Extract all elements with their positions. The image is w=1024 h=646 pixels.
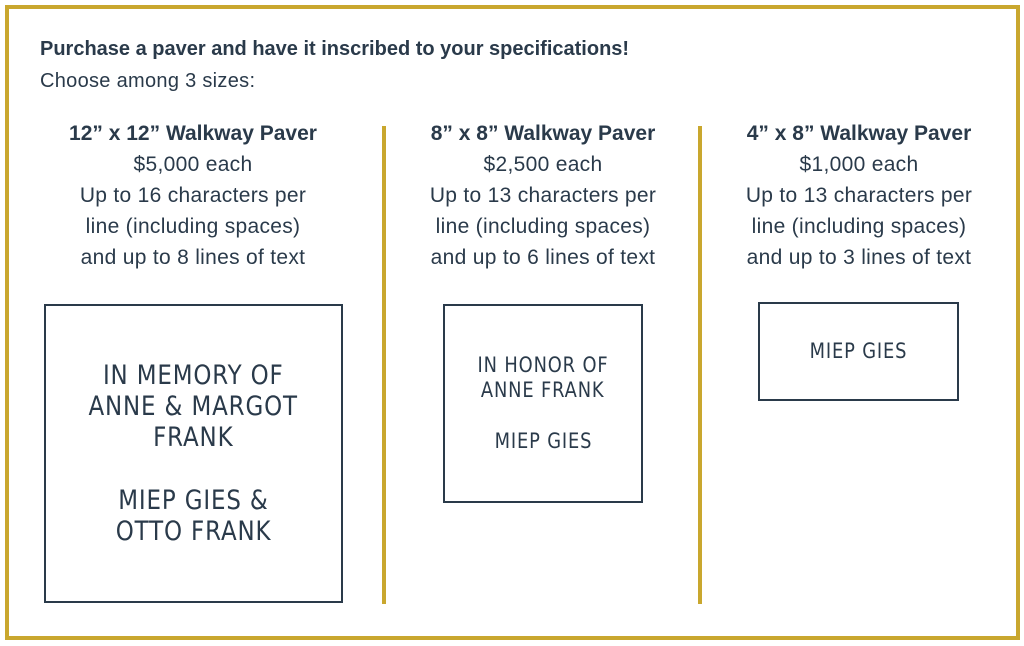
inscription-line: MIEP GIES & [118,485,269,516]
inscription-line: OTTO FRANK [115,516,272,547]
inscription-line: FRANK [153,422,234,453]
column-divider-left [5,126,9,606]
paver-option-title: 8” x 8” Walkway Paver [430,122,656,145]
paver-option-detail: Up to 13 characters per [429,184,657,207]
paver-option-8x8 [393,118,693,273]
inscription-line: ANNE FRANK [481,378,605,402]
column-divider-2 [698,126,702,604]
paver-example-12x12 [44,304,343,603]
inscription-line: IN HONOR OF [477,353,609,377]
paver-option-12x12 [40,118,346,273]
inscription-line: IN MEMORY OF [103,360,284,391]
paver-option-price: $2,500 each [483,153,603,176]
paver-option-title: 4” x 8” Walkway Paver [746,122,972,145]
paver-option-detail: and up to 8 lines of text [80,246,306,269]
paver-option-4x8 [710,118,1008,273]
paver-option-detail: Up to 13 characters per [745,184,973,207]
paver-option-price: $1,000 each [799,153,919,176]
paver-example-4x8 [758,302,959,401]
paver-example-8x8 [443,304,643,503]
paver-option-detail: line (including spaces) [85,215,301,238]
paver-option-detail: Up to 16 characters per [79,184,307,207]
page-title: Purchase a paver and have it inscribed to your specifications! [40,38,630,60]
paver-option-detail: and up to 6 lines of text [430,246,656,269]
inscription-line: MIEP GIES [809,339,908,363]
paver-option-detail: line (including spaces) [435,215,651,238]
paver-option-price: $5,000 each [133,153,253,176]
paver-option-detail: line (including spaces) [751,215,967,238]
inscription-line: MIEP GIES [494,429,592,453]
paver-option-title: 12” x 12” Walkway Paver [69,122,317,145]
paver-option-detail: and up to 3 lines of text [746,246,972,269]
column-divider-1 [382,126,386,604]
inscription-line: ANNE & MARGOT [88,391,299,422]
page-subtitle: Choose among 3 sizes: [40,70,256,92]
